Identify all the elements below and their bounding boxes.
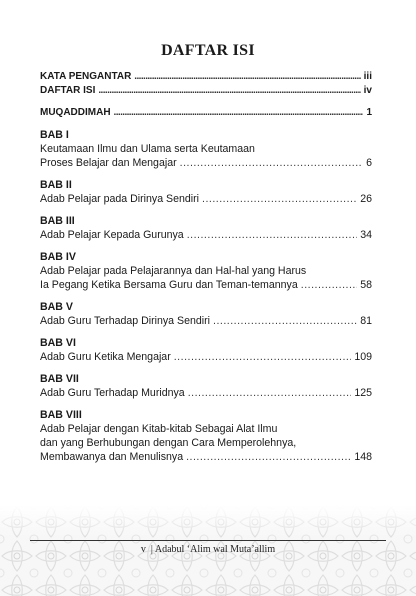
toc-entry-page-number: 1	[366, 107, 372, 118]
chapter-entries	[40, 128, 372, 464]
dot-leader	[187, 228, 357, 242]
chapter-block	[40, 336, 372, 364]
dot-leader	[202, 192, 357, 206]
table-of-contents	[40, 70, 372, 464]
footer-separator: |	[150, 544, 153, 555]
chapter-title-line: dan yang Berhubungan dengan Cara Memperolehnya,	[40, 437, 297, 449]
chapter-number: BAB II	[40, 179, 72, 191]
chapter-title-page-number: 109	[354, 351, 372, 363]
dot-leader	[213, 314, 357, 328]
chapter-title-label: Proses Belajar dan Mengajar	[40, 157, 177, 169]
footer-page-number: v	[140, 544, 146, 555]
toc-entry-page-number: iv	[363, 85, 372, 96]
dot-leader	[301, 278, 357, 292]
dot-leader	[174, 350, 352, 364]
chapter-block	[40, 128, 372, 170]
chapter-title-row	[40, 350, 372, 364]
chapter-title-line: Adab Pelajar pada Pelajarannya dan Hal-hal yang Harus	[40, 265, 307, 277]
chapter-title-row	[40, 386, 372, 400]
chapter-title-label: Membawanya dan Menulisnya	[40, 451, 184, 463]
dot-leader	[134, 70, 360, 84]
toc-entry-row	[40, 70, 372, 84]
chapter-number: BAB III	[40, 215, 75, 227]
dot-leader	[114, 106, 364, 120]
chapter-number: BAB I	[40, 129, 69, 141]
chapter-title-page-number: 125	[354, 387, 372, 399]
page-title: DAFTAR ISI	[161, 42, 255, 59]
chapter-title-row	[40, 192, 372, 206]
chapter-block	[40, 214, 372, 242]
chapter-title-page-number: 81	[360, 315, 372, 327]
chapter-title-page-number: 34	[360, 229, 372, 241]
chapter-number: BAB IV	[40, 251, 76, 263]
chapter-title-label: Ia Pegang Ketika Bersama Guru dan Teman-temannya	[40, 279, 298, 291]
chapter-number: BAB VIII	[40, 409, 82, 421]
chapter-title-row	[40, 450, 372, 464]
chapter-block	[40, 250, 372, 292]
chapter-block	[40, 178, 372, 206]
chapter-block	[40, 408, 372, 464]
chapter-number: BAB VI	[40, 337, 76, 349]
chapter-title-page-number: 58	[360, 279, 372, 291]
chapter-title-label: Adab Guru Terhadap Muridnya	[40, 387, 185, 399]
toc-entry-row	[40, 84, 372, 98]
dot-leader	[98, 84, 360, 98]
chapter-title-row	[40, 228, 372, 242]
toc-entry-page-number: iii	[363, 71, 372, 82]
dot-leader	[180, 156, 363, 170]
page-footer	[0, 544, 416, 555]
chapter-title-label: Adab Pelajar Kepada Gurunya	[40, 229, 184, 241]
chapter-title-row	[40, 278, 372, 292]
chapter-block	[40, 300, 372, 328]
toc-entry-label: MUQADDIMAH	[40, 107, 111, 118]
dot-leader	[188, 386, 352, 400]
toc-entry-label: KATA PENGANTAR	[40, 71, 132, 82]
chapter-title-row	[40, 156, 372, 170]
footer-book-title: Adabul ‘Alim wal Muta’allim	[154, 544, 276, 555]
chapter-number: BAB VII	[40, 373, 79, 385]
toc-entry-row	[40, 106, 372, 120]
toc-entry-label: DAFTAR ISI	[40, 85, 96, 96]
chapter-number: BAB V	[40, 301, 73, 313]
chapter-block	[40, 372, 372, 400]
footer-rule	[30, 540, 386, 541]
chapter-title-label: Adab Pelajar pada Dirinya Sendiri	[40, 193, 199, 205]
dot-leader	[186, 450, 351, 464]
chapter-title-line: Keutamaan Ilmu dan Ulama serta Keutamaan	[40, 143, 255, 155]
chapter-title-row	[40, 314, 372, 328]
chapter-title-line: Adab Pelajar dengan Kitab-kitab Sebagai Alat Ilmu	[40, 423, 278, 435]
front-matter-entries	[40, 70, 372, 120]
chapter-title-page-number: 6	[366, 157, 372, 169]
chapter-title-page-number: 148	[354, 451, 372, 463]
chapter-title-label: Adab Guru Ketika Mengajar	[40, 351, 171, 363]
chapter-title-page-number: 26	[360, 193, 372, 205]
chapter-title-label: Adab Guru Terhadap Dirinya Sendiri	[40, 315, 210, 327]
